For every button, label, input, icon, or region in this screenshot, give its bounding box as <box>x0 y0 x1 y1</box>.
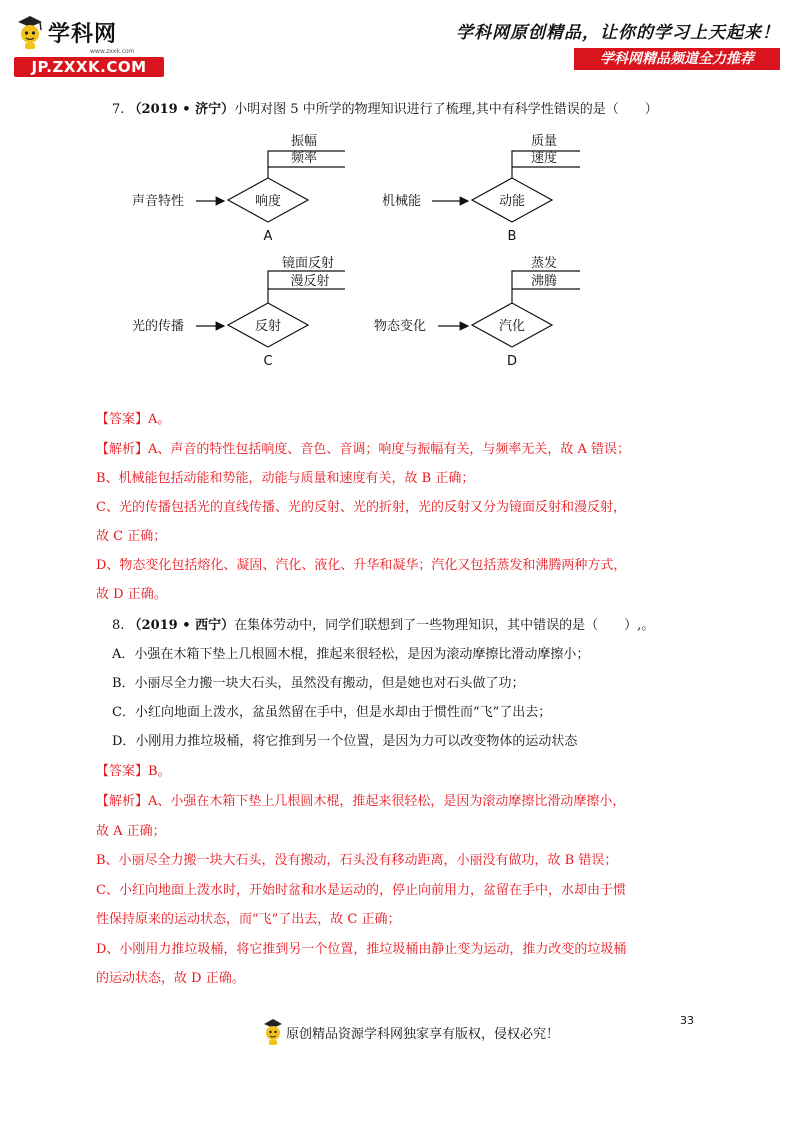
q8-analysis-line-3: B、小丽尽全力搬一块大石头，没有搬动，石头没有移动距离，小丽没有做功，故 B 错误； <box>96 853 618 868</box>
diagram-b-label: B <box>507 229 517 244</box>
diagram-b-center: 动能 <box>498 194 526 209</box>
q8-option-a: A．小强在木箱下垫上几根圆木棍，推起来很轻松，是因为滚动摩擦比滑动摩擦小； <box>112 647 590 662</box>
q8-stem-text: 在集体劳动中，同学们联想到了一些物理知识，其中错误的是（ ）,。 <box>234 618 655 633</box>
diagram-a-top: 振幅 <box>290 134 318 149</box>
q8-option-c: C．小红向地面上泼水，盆虽然留在手中，但是水却由于惯性而“飞”了出去； <box>112 705 552 720</box>
q8-stem <box>112 617 654 635</box>
q8-source: （2019 • 西宁） <box>128 618 235 633</box>
logo-title: 学科网 <box>48 21 118 47</box>
q7-number: 7. <box>112 102 125 117</box>
diagram-a-center: 响度 <box>254 194 282 209</box>
diagram-b-input: 机械能 <box>382 194 422 209</box>
diagram-d-top: 蒸发 <box>530 256 558 271</box>
q7-answer <box>96 411 170 429</box>
diagram-c <box>132 255 345 369</box>
q8-option-b: B．小丽尽全力搬一块大石头，虽然没有搬动，但是她也对石头做了功； <box>112 676 525 691</box>
q8-number: 8. <box>112 618 125 633</box>
q7-diagrams <box>120 125 580 375</box>
diagram-d-label: D <box>506 354 518 369</box>
logo-small-url: www.zxxk.com <box>90 48 135 55</box>
q7-answer-value: A。 <box>148 412 171 427</box>
q7-stem <box>112 101 658 119</box>
site-logo <box>14 14 164 76</box>
page-number: 33 <box>680 1014 694 1027</box>
header-slogan: 学科网原创精品，让你的学习上天起来！ <box>456 23 780 43</box>
q7-analysis-line-3: C、光的传播包括光的直线传播、光的反射、光的折射，光的反射又分为镜面反射和漫反射， <box>96 500 626 515</box>
diagram-c-label: C <box>263 354 273 369</box>
q8-analysis-line-6: D、小刚用力推垃圾桶，将它推到另一个位置，推垃圾桶由静止变为运动，推力改变的垃圾桶 <box>96 942 627 957</box>
q7-analysis-text-1: A、声音的特性包括响度、音色、音调；响度与振幅有关，与频率无关，故 A 错误； <box>148 442 631 457</box>
diagram-a <box>132 133 345 244</box>
copyright-text: 原创精品资源学科网独家享有版权，侵权必究！ <box>286 1026 560 1042</box>
q8-answer-value: B。 <box>148 764 171 779</box>
diagram-d <box>374 255 580 369</box>
q8-analysis-tag: 【解析】 <box>96 794 149 809</box>
q7-analysis-line-1 <box>96 441 630 459</box>
q8-answer-tag: 【答案】 <box>96 764 149 779</box>
q7-analysis-line-4: 故 C 正确； <box>96 529 167 544</box>
q7-analysis-line-6: 故 D 正确。 <box>96 587 167 602</box>
footer-copyright <box>262 1018 559 1046</box>
diagram-a-input: 声音特性 <box>132 194 185 209</box>
diagram-c-bottom: 漫反射 <box>290 274 330 289</box>
diagram-c-top: 镜面反射 <box>281 256 335 271</box>
channel-banner: 学科网精品频道全力推荐 <box>574 48 780 70</box>
q7-analysis-tag: 【解析】 <box>96 442 149 457</box>
diagram-b-top: 质量 <box>530 134 558 149</box>
diagram-a-label: A <box>263 229 273 244</box>
logo-url-bar[interactable]: JP.ZXXK.COM <box>14 57 164 77</box>
q8-analysis-line-2: 故 A 正确； <box>96 824 166 839</box>
q7-answer-tag: 【答案】 <box>96 412 149 427</box>
diagram-a-bottom: 频率 <box>290 151 318 166</box>
q8-analysis-line-4: C、小红向地面上泼水时，开始时盆和水是运动的，停止向前用力，盆留在手中，水却由于惯 <box>96 883 626 898</box>
mascot-icon <box>14 14 46 50</box>
q7-stem-text: 小明对图 5 中所学的物理知识进行了梳理,其中有科学性错误的是（ ） <box>234 102 658 117</box>
diagram-d-bottom: 沸腾 <box>530 274 558 289</box>
q8-analysis-line-1 <box>96 793 625 811</box>
q8-answer <box>96 763 171 781</box>
diagram-d-center: 汽化 <box>498 319 526 334</box>
q8-analysis-line-5: 性保持原来的运动状态，而“飞”了出去，故 C 正确； <box>96 912 401 927</box>
diagram-d-input: 物态变化 <box>374 319 427 334</box>
q7-analysis-line-5: D、物态变化包括熔化、凝固、汽化、液化、升华和凝华；汽化又包括蒸发和沸腾两种方式， <box>96 558 627 573</box>
diagram-c-center: 反射 <box>254 319 282 334</box>
diagram-b <box>382 134 580 244</box>
mascot-icon <box>262 1018 284 1046</box>
q7-source: （2019 • 济宁） <box>128 102 235 117</box>
q7-analysis-line-2: B、机械能包括动能和势能，动能与质量和速度有关，故 B 正确； <box>96 471 475 486</box>
q8-analysis-text-1: A、小强在木箱下垫上几根圆木棍，推起来很轻松，是因为滚动摩擦比滑动摩擦小， <box>148 794 626 809</box>
diagram-c-input: 光的传播 <box>132 319 185 334</box>
q8-option-d: D．小刚用力推垃圾桶，将它推到另一个位置，是因为力可以改变物体的运动状态 <box>112 734 578 749</box>
q8-analysis-line-7: 的运动状态，故 D 正确。 <box>96 971 245 986</box>
diagram-b-bottom: 速度 <box>530 151 558 166</box>
